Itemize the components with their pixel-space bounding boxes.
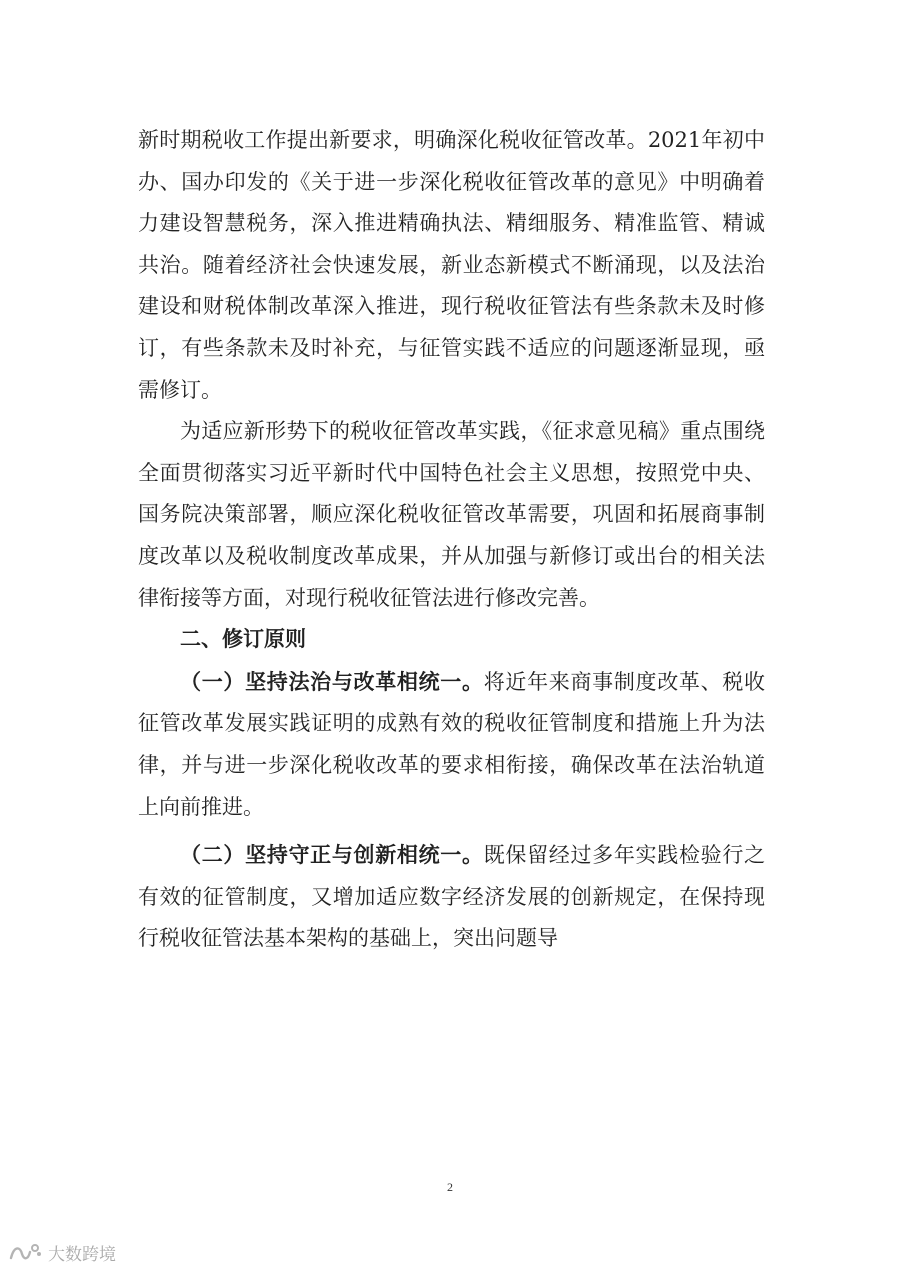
watermark-text: 大数跨境 xyxy=(48,1244,116,1265)
watermark xyxy=(8,1238,116,1266)
paragraph-purpose: 为适应新形势下的税收征管改革实践，《征求意见稿》重点围绕全面贯彻落实习近平新时代中国特色社会主义思想，按照党中央、国务院决策部署，顺应深化税收征管改革需要，巩固和拓展商事制度改革以及税收制度改革成果，并从加强与新修订或出台的相关法律衔接等方面，对现行税收征管法进行修改完善。 xyxy=(138,419,765,610)
document-body xyxy=(138,120,765,960)
principle-body: 既保留经过多年实践检验行之有效的征管制度，又增加适应数字经济发展的创新规定，在保持现行税收征管法基本架构的基础上，突出问题导 xyxy=(138,843,766,951)
principle-lead: （一）坚持法治与改革相统一。 xyxy=(180,668,484,694)
principle-body: 将近年来商事制度改革、税收征管改革发展实践证明的成熟有效的税收征管制度和措施上升为法律，并与进一步深化税收改革的要求相衔接，确保改革在法治轨道上向前推进。 xyxy=(138,669,766,819)
paragraph-background: 新时期税收工作提出新要求，明确深化税收征管改革。2021年初中办、国办印发的《关于进一步深化税收征管改革的意见》中明确着力建设智慧税务，深入推进精确执法、精细服务、精准监管、精诚共治。随着经济社会快速发展，新业态新模式不断涌现，以及法治建设和财税体制改革深入推进，现行税收征管法有些条款未及时修订，有些条款未及时补充，与征管实践不适应的问题逐渐显现，亟需修订。 xyxy=(138,128,765,402)
principle-lead: （二）坚持守正与创新相统一。 xyxy=(180,842,484,868)
wechat-channel-logo-icon xyxy=(8,1240,42,1264)
page-number: 2 xyxy=(447,1180,453,1194)
principle-item xyxy=(138,834,765,960)
section-heading: 二、修订原则 xyxy=(180,627,306,652)
principle-item xyxy=(138,661,765,828)
